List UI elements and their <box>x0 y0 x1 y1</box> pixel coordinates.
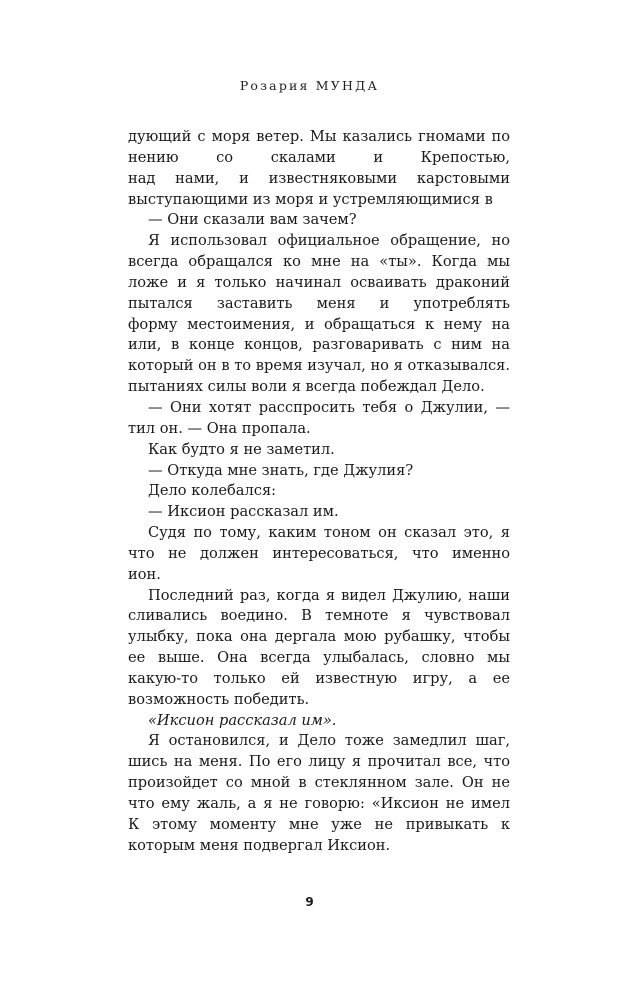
text-line: — Они сказали вам зачем? <box>148 211 357 229</box>
text-line: Судя по тому, каким тоном он сказал это, я <box>148 524 510 542</box>
text-line: пытаниях силы воли я всегда побеждал Дело. <box>128 378 485 396</box>
text-line: ложе и я только начинал осваивать драконий <box>128 273 510 291</box>
text-line: что не должен интересоваться, что именно <box>128 544 510 562</box>
text-line: Последний раз, когда я видел Джулию, наши <box>148 586 510 604</box>
text-line: улыбку, пока она дергала мою рубашку, чтобы <box>128 628 510 646</box>
text-line: форму местоимения, и обращаться к нему на <box>128 315 510 333</box>
text-line: Дело колебался: <box>148 482 277 500</box>
text-line: всегда обращался ко мне на «ты». Когда мы <box>128 253 510 271</box>
text-line: дующий с моря ветер. Мы казались гномами по <box>128 128 510 145</box>
text-line: — Они хотят расспросить тебя о Джулии, — <box>148 398 510 416</box>
text-line: над нами, и известняковыми карстовыми <box>128 169 510 187</box>
text-line: пытался заставить меня и употреблять <box>128 294 510 312</box>
text-line: Как будто я не заметил. <box>148 440 335 458</box>
text-line: тил он. — Она пропала. <box>128 419 311 437</box>
text-line: нению со скалами и Крепостью, <box>128 148 510 166</box>
text-line: К этому моменту мне уже не привыкать к <box>128 815 510 833</box>
text-line: — Иксион рассказал им. <box>148 503 339 521</box>
text-line: «Иксион рассказал им». <box>148 711 337 729</box>
text-line: ее выше. Она всегда улыбалась, словно мы <box>128 649 510 667</box>
text-line: что ему жаль, а я не говорю: «Иксион не имел <box>128 795 510 812</box>
text-line: Я использовал официальное обращение, но <box>148 232 510 250</box>
text-line: — Откуда мне знать, где Джулия? <box>148 461 414 479</box>
text-line: сливались воедино. В темноте я чувствовал <box>128 607 510 625</box>
body-text <box>128 127 510 857</box>
text-line: какую-то только ей известную игру, а ее <box>128 669 510 687</box>
text-line: возможность победить. <box>128 690 310 708</box>
text-line: или, в конце концов, разговаривать с ним на <box>128 336 510 354</box>
text-line: который он в то время изучал, но я отказывался. <box>128 357 510 375</box>
text-line: ион. <box>128 565 161 583</box>
text-line: выступающими из моря и устремляющимися в <box>128 190 493 208</box>
page-number: 9 <box>305 895 314 909</box>
text-line: произойдет со мной в стеклянном зале. Он не <box>128 774 510 792</box>
text-line: шись на меня. По его лицу я прочитал все, что <box>128 753 510 771</box>
running-head: Розария МУНДА <box>239 78 380 93</box>
text-line: которым меня подвергал Иксион. <box>128 836 391 854</box>
text-line: Я остановился, и Дело тоже замедлил шаг, <box>148 732 510 750</box>
